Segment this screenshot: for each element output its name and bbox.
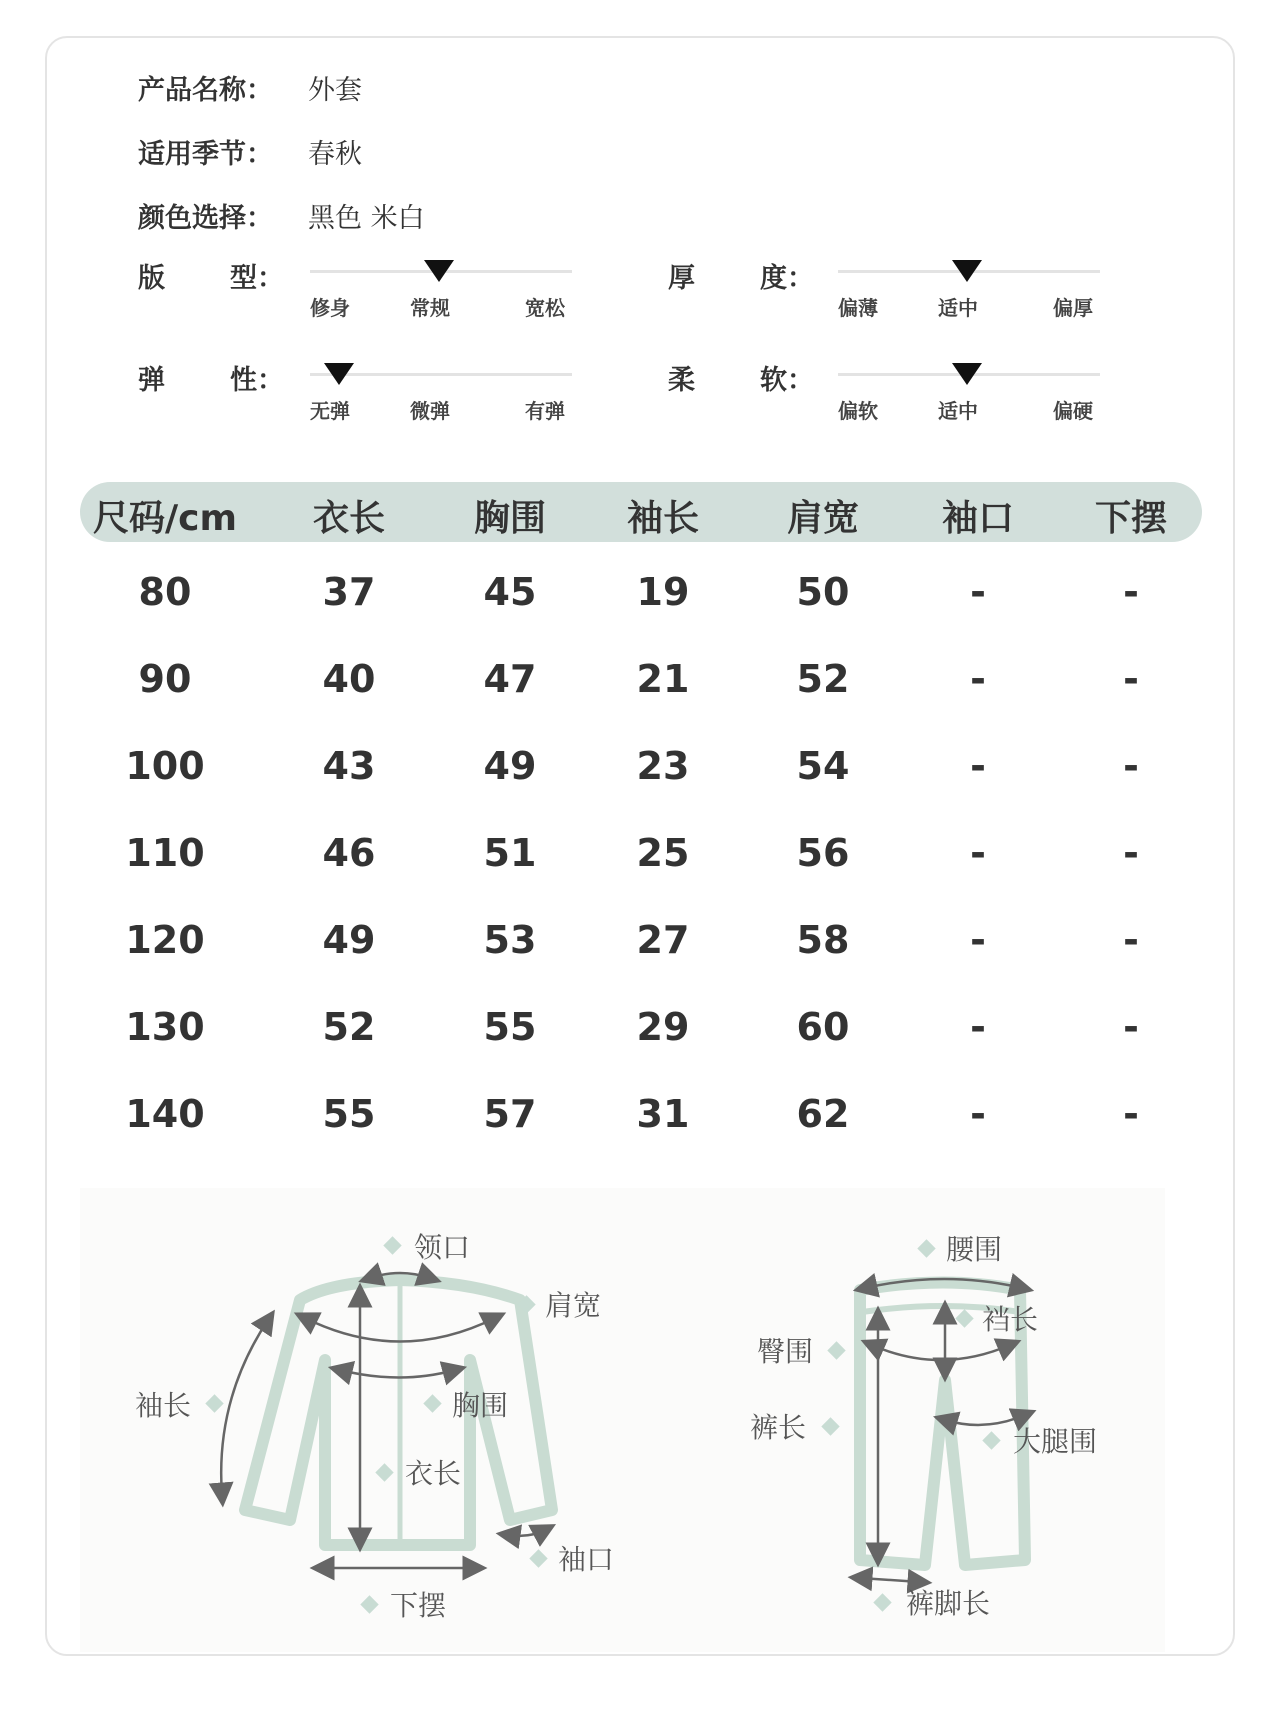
table-cell: 52: [322, 1005, 376, 1049]
table-cell: 37: [322, 570, 376, 614]
table-cell: 60: [796, 1005, 850, 1049]
table-cell: -: [1123, 1092, 1139, 1136]
table-cell: 55: [483, 1005, 537, 1049]
table-cell: 55: [322, 1092, 376, 1136]
table-cell: -: [970, 570, 986, 614]
scale-tick-label: 常规: [410, 296, 450, 320]
table-cell: -: [1123, 831, 1139, 875]
table-cell: 58: [796, 918, 850, 962]
color-label: 颜色选择：: [138, 203, 273, 234]
table-cell: 140: [125, 1092, 205, 1136]
scale-label-first: 厚: [668, 263, 695, 294]
table-cell: -: [1123, 1005, 1139, 1049]
table-header-cell: 胸围: [473, 498, 546, 539]
table-cell: 43: [322, 744, 376, 788]
table-cell: -: [970, 657, 986, 701]
table-cell: 90: [138, 657, 192, 701]
collar-label: 领口: [414, 1231, 471, 1264]
table-cell: 50: [796, 570, 850, 614]
table-cell: 130: [125, 1005, 205, 1049]
leg-opening-label: 裤脚长: [906, 1587, 991, 1620]
scale-tick-label: 修身: [310, 296, 350, 320]
table-cell: 40: [322, 657, 376, 701]
table-cell: -: [970, 744, 986, 788]
table-cell: 53: [483, 918, 537, 962]
table-cell: 57: [483, 1092, 537, 1136]
rise-label: 裆长: [982, 1303, 1039, 1336]
scale-tick-label: 偏薄: [838, 296, 878, 320]
chest-label: 胸围: [452, 1389, 509, 1422]
table-cell: 100: [125, 744, 205, 788]
cuff-label: 袖口: [558, 1543, 615, 1576]
product-name-value: 外套: [308, 75, 362, 106]
scale-label-second: 性：: [230, 365, 284, 396]
table-cell: 62: [796, 1092, 850, 1136]
scale-tick-label: 适中: [938, 296, 978, 320]
table-cell: 120: [125, 918, 205, 962]
table-cell: 31: [636, 1092, 690, 1136]
pants-length-label: 裤长: [750, 1411, 807, 1444]
table-cell: -: [970, 1005, 986, 1049]
table-cell: -: [970, 918, 986, 962]
scale-tick-label: 偏硬: [1053, 399, 1093, 423]
table-cell: -: [1123, 570, 1139, 614]
length-label: 衣长: [405, 1457, 462, 1490]
color-value: 黑色 米白: [308, 203, 425, 234]
table-cell: 80: [138, 570, 192, 614]
table-header-cell: 肩宽: [786, 498, 859, 539]
shoulder-label: 肩宽: [545, 1289, 602, 1322]
hem-label: 下摆: [390, 1589, 447, 1622]
scale-label-second: 度：: [760, 263, 814, 294]
scale-tick-label: 有弹: [525, 399, 565, 423]
thigh-label: 大腿围: [1013, 1425, 1098, 1458]
season-label: 适用季节：: [138, 139, 273, 170]
table-cell: 25: [636, 831, 690, 875]
table-cell: 19: [636, 570, 690, 614]
table-cell: 45: [483, 570, 537, 614]
table-header-cell: 下摆: [1094, 498, 1167, 539]
table-cell: 49: [322, 918, 376, 962]
scale-tick-label: 适中: [938, 399, 978, 423]
table-cell: 52: [796, 657, 850, 701]
scale-tick-label: 无弹: [310, 399, 350, 423]
product-name-label: 产品名称：: [138, 75, 273, 106]
table-cell: 110: [125, 831, 205, 875]
sleeve-label: 袖长: [135, 1389, 192, 1422]
table-cell: 51: [483, 831, 537, 875]
scale-label-first: 版: [138, 263, 165, 294]
table-header-cell: 袖长: [626, 498, 699, 539]
table-cell: -: [970, 831, 986, 875]
table-header-cell: 袖口: [941, 498, 1014, 539]
table-cell: 47: [483, 657, 537, 701]
table-cell: -: [1123, 918, 1139, 962]
scale-tick-label: 微弹: [410, 399, 450, 423]
table-header-cell: 衣长: [312, 498, 385, 539]
scale-tick-label: 偏厚: [1053, 296, 1093, 320]
table-cell: -: [1123, 744, 1139, 788]
scale-label-first: 弹: [138, 365, 165, 396]
waist-label: 腰围: [946, 1233, 1003, 1266]
season-value: 春秋: [308, 139, 362, 170]
table-cell: 46: [322, 831, 376, 875]
scale-tick-label: 宽松: [525, 296, 565, 320]
table-cell: -: [970, 1092, 986, 1136]
table-cell: 27: [636, 918, 690, 962]
hip-label: 臀围: [757, 1335, 814, 1368]
table-cell: 29: [636, 1005, 690, 1049]
table-cell: -: [1123, 657, 1139, 701]
table-header-cell: 尺码/cm: [92, 498, 237, 539]
table-cell: 56: [796, 831, 850, 875]
table-cell: 21: [636, 657, 690, 701]
scale-label-second: 软：: [760, 365, 814, 396]
scale-label-second: 型：: [230, 263, 284, 294]
table-cell: 49: [483, 744, 537, 788]
scale-label-first: 柔: [668, 365, 695, 396]
table-cell: 23: [636, 744, 690, 788]
scale-tick-label: 偏软: [838, 399, 878, 423]
table-cell: 54: [796, 744, 850, 788]
